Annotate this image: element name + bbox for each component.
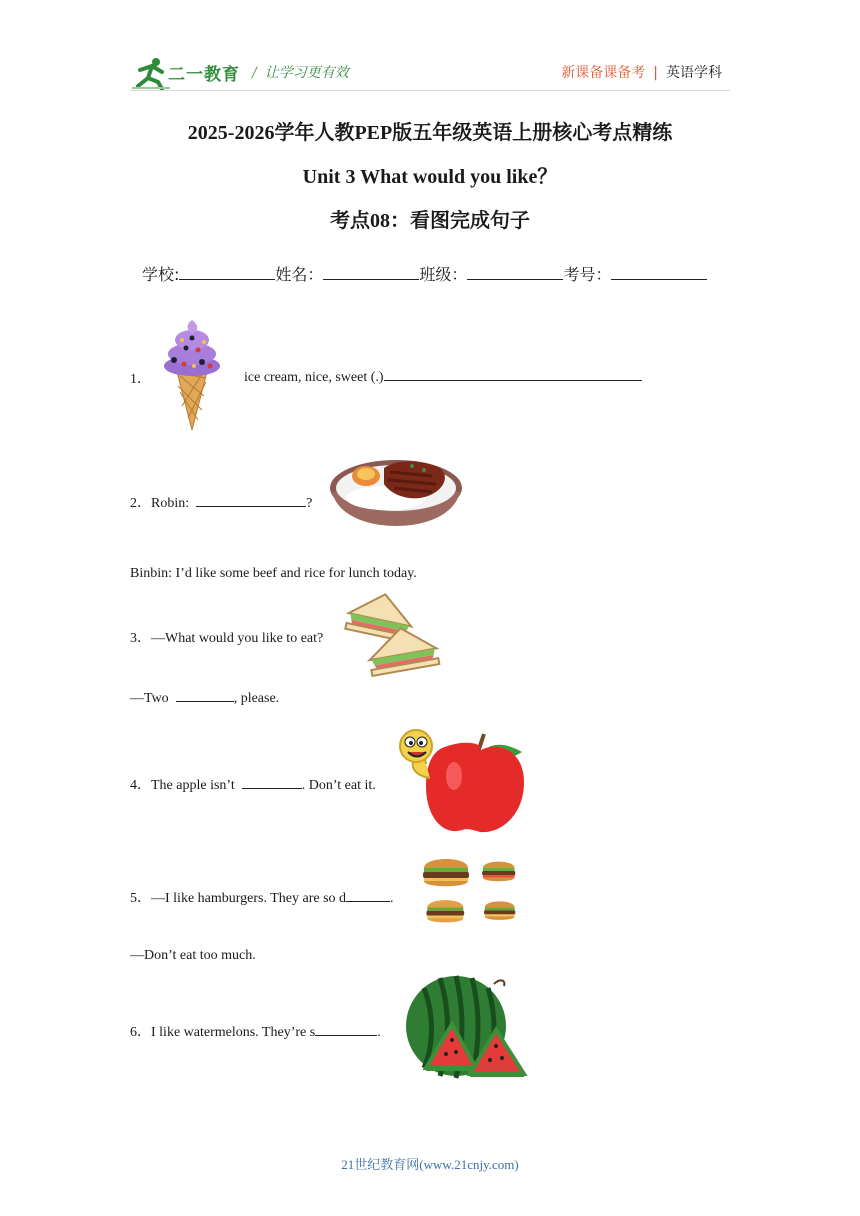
name-label: 姓名：	[275, 265, 324, 284]
unit-title: Unit 3 What would you like？	[302, 166, 558, 188]
header-subject	[561, 62, 722, 82]
slogan: / 让学习更有效	[252, 65, 349, 81]
exam-no-label: 考号：	[563, 265, 612, 284]
watermelon-icon	[404, 974, 530, 1082]
question-4-blank[interactable]	[242, 776, 302, 789]
question-2-speaker: Robin:	[151, 496, 190, 511]
class-blank[interactable]	[467, 263, 563, 280]
question-4-text-end: . Don’t eat it.	[301, 778, 376, 793]
question-3-blank[interactable]	[176, 689, 234, 702]
header-subject-label: 英语学科	[666, 65, 722, 81]
header-separator: |	[653, 65, 658, 81]
question-6-text-start: I like watermelons. They’re s	[151, 1025, 316, 1040]
question-6-blank[interactable]	[315, 1023, 377, 1036]
question-1-line	[244, 368, 642, 386]
question-2-blank[interactable]	[196, 494, 306, 507]
question-5-text-end: .	[390, 891, 394, 906]
question-5-blank[interactable]	[346, 889, 390, 902]
question-3-reply-end: , please.	[233, 691, 280, 706]
question-4-line	[130, 774, 376, 794]
school-label: 学校:	[142, 265, 180, 284]
question-5-line	[130, 887, 394, 907]
question-3-reply	[130, 689, 279, 707]
question-5-number: 5．	[130, 891, 151, 906]
question-5-reply: —Don’t eat too much.	[130, 948, 256, 963]
question-3-number: 3．	[130, 631, 151, 646]
sandwich-icon	[344, 588, 448, 678]
student-info-row	[142, 262, 707, 285]
ice-cream-icon	[162, 316, 222, 432]
question-2-line	[130, 492, 312, 512]
question-6-line	[130, 1021, 381, 1041]
footer: 21世纪教育网(www.21cnjy.com)	[341, 1157, 519, 1172]
question-4-number: 4．	[130, 778, 151, 793]
question-4-text-start: The apple isn’t	[151, 778, 235, 793]
slogan-text: 让学习更有效	[264, 65, 349, 81]
question-3-line	[130, 627, 323, 647]
header-course: 新课备课备考	[561, 65, 646, 81]
question-2-mark: ?	[306, 496, 313, 511]
hamburger-icon	[420, 854, 520, 930]
question-3-text: —What would you like to eat?	[151, 631, 324, 646]
beef-rice-bowl-icon	[328, 454, 464, 528]
page-title: 2025-2026学年人教PEP版五年级英语上册核心考点精练	[187, 122, 673, 144]
question-6-text-end: .	[377, 1025, 381, 1040]
question-1-number: 1．	[130, 372, 151, 387]
header-divider	[130, 90, 730, 91]
exam-no-blank[interactable]	[611, 263, 707, 280]
question-2-number: 2．	[130, 496, 151, 511]
runner-logo-icon	[132, 56, 172, 90]
class-label: 班级：	[419, 265, 468, 284]
question-1-blank[interactable]	[384, 368, 642, 381]
logo-text: 二一教育	[168, 65, 240, 85]
topic-title: 考点08：看图完成句子	[330, 210, 530, 232]
question-6-number: 6．	[130, 1025, 151, 1040]
question-5-text-start: —I like hamburgers. They are so d	[151, 891, 347, 906]
question-2-answer: Binbin: I’d like some beef and rice for lunch today.	[130, 566, 417, 581]
question-1-text: ice cream, nice, sweet (.)	[244, 370, 384, 385]
school-blank[interactable]	[179, 263, 275, 280]
name-blank[interactable]	[323, 263, 419, 280]
question-3-reply-start: —Two	[130, 691, 169, 706]
apple-worm-icon	[396, 720, 528, 836]
